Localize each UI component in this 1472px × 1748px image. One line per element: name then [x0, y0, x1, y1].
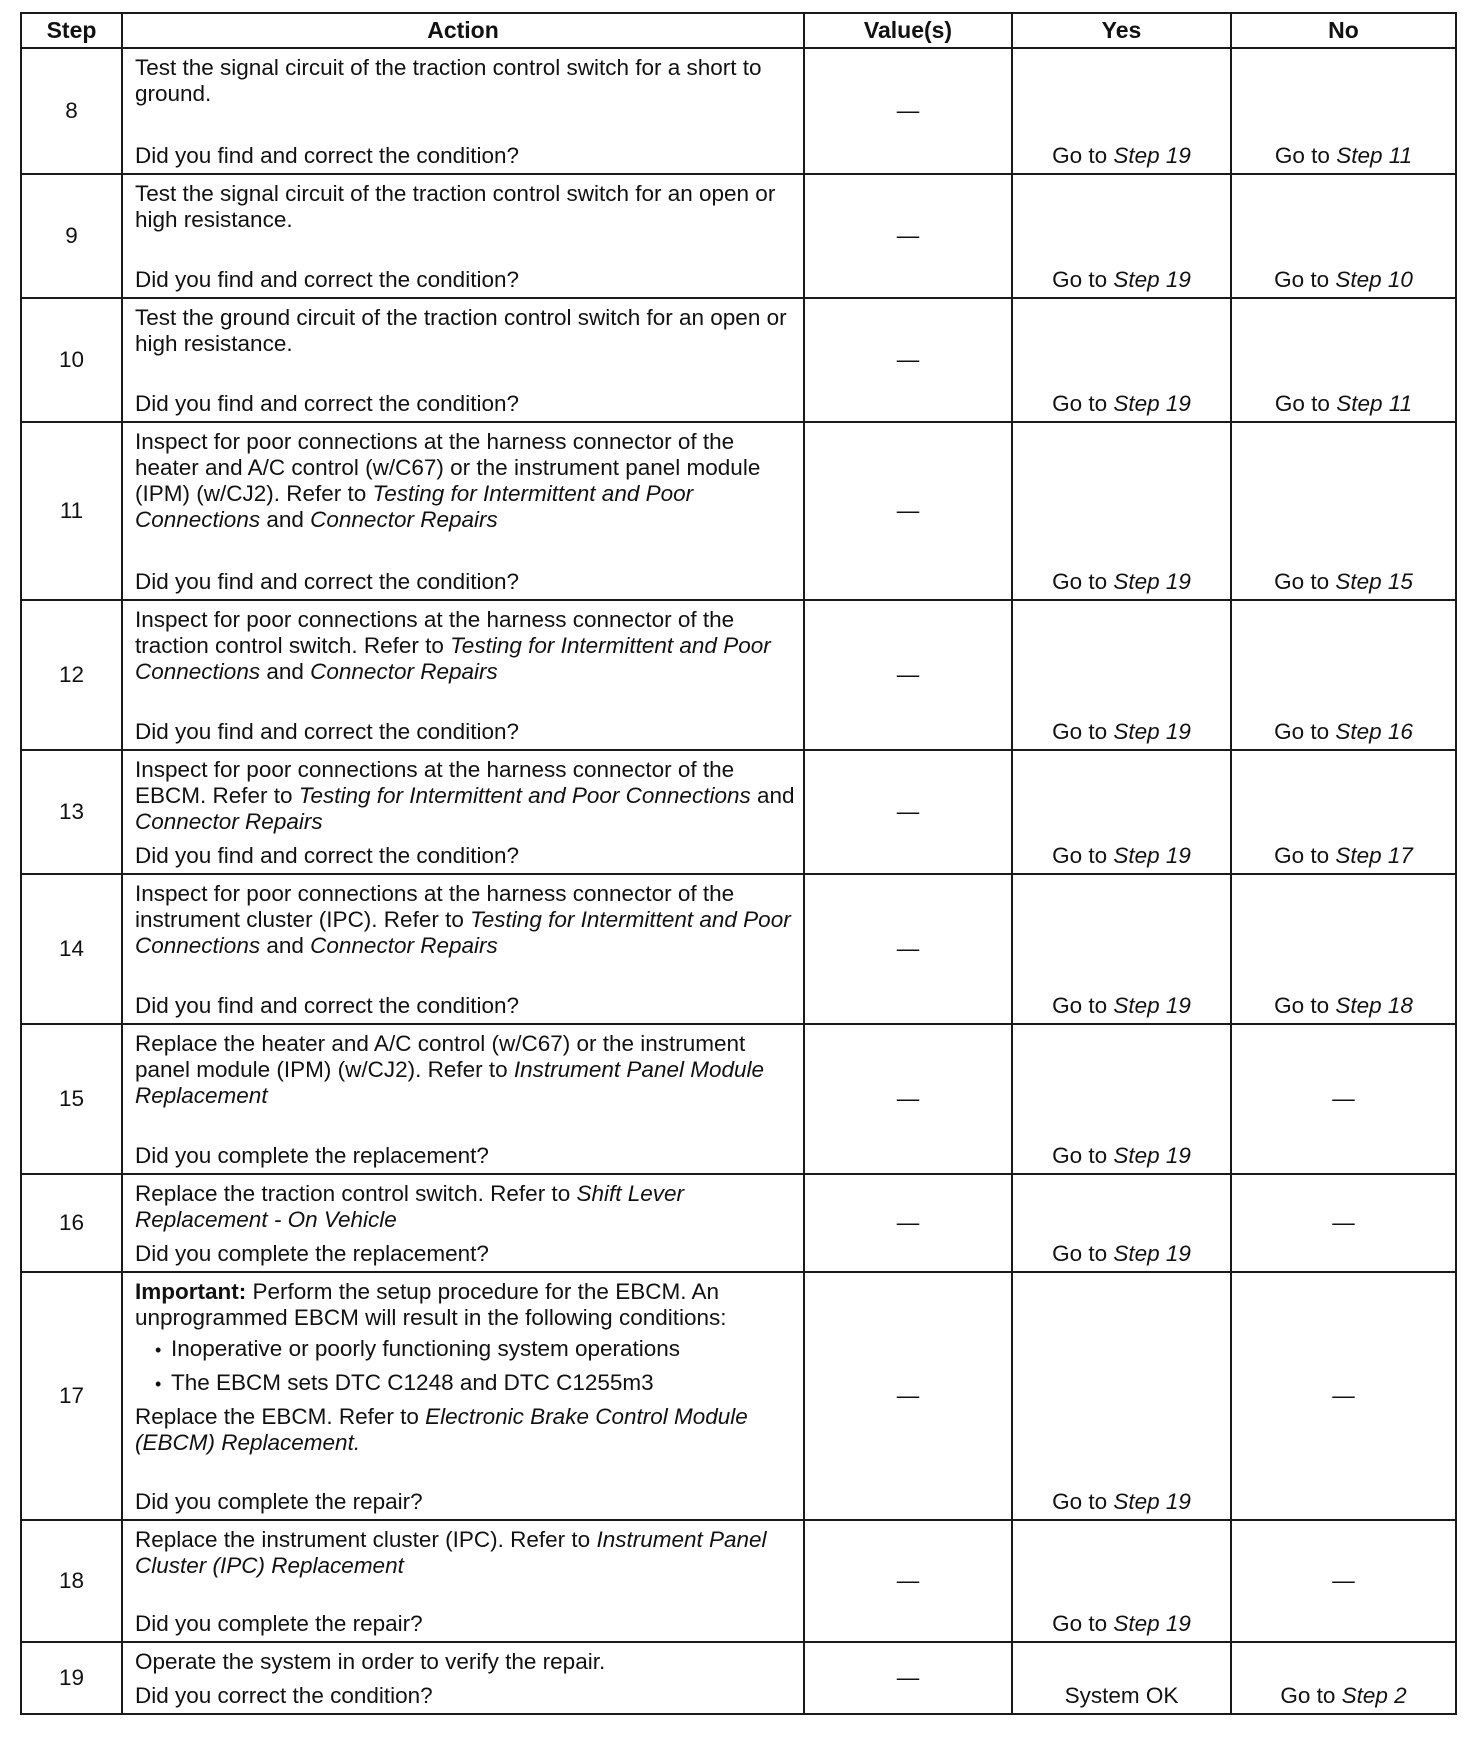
action-cell [122, 750, 804, 874]
yes-cell: Go to Step 19 [1012, 298, 1231, 422]
header-values: Value(s) [804, 13, 1012, 48]
table-row [21, 1272, 1456, 1520]
action-text: Test the ground circuit of the traction control switch for an open or high resistance. [135, 305, 787, 356]
no-cell: Go to Step 17 [1231, 750, 1456, 874]
action-cell [122, 1174, 804, 1272]
step-number: 16 [21, 1174, 122, 1272]
table-row [21, 422, 1456, 600]
step-number: 8 [21, 48, 122, 174]
yes-cell: Go to Step 19 [1012, 422, 1231, 600]
action-question: Did you find and correct the condition? [135, 569, 519, 594]
value-cell: — [804, 750, 1012, 874]
list-item: • Inoperative or poorly functioning system operations [155, 1336, 795, 1363]
yes-step-ref: Step 19 [1113, 569, 1191, 594]
action-cell [122, 600, 804, 750]
no-cell: — [1231, 1520, 1456, 1642]
yes-step-ref: Step 19 [1113, 993, 1191, 1018]
table-row [21, 600, 1456, 750]
action-question: Did you complete the repair? [135, 1489, 423, 1514]
no-step-ref: Step 15 [1335, 569, 1413, 594]
step-number: 12 [21, 600, 122, 750]
action-text: Operate the system in order to verify the repair. [135, 1649, 606, 1674]
action-cell [122, 48, 804, 174]
table-row [21, 1024, 1456, 1174]
action-text: Replace the instrument cluster (IPC). Refer to Instrument Panel Cluster (IPC) Replacement [135, 1527, 767, 1578]
action-question: Did you correct the condition? [135, 1683, 433, 1708]
no-cell: — [1231, 1174, 1456, 1272]
table-row [21, 1174, 1456, 1272]
action-cell [122, 1024, 804, 1174]
action-text: Important: Perform the setup procedure for the EBCM. An unprogrammed EBCM will result in the following conditions: • Inoperative or poorly functioning system operations • The EBCM sets DTC C1248 and DTC C1255m3 Replace the EBCM. Refer to Electronic Brake Control Module (EBCM) Replacement. [135, 1279, 795, 1456]
no-step-ref: Step 11 [1336, 143, 1413, 168]
action-question: Did you find and correct the condition? [135, 993, 519, 1018]
step-number: 9 [21, 174, 122, 298]
no-cell: Go to Step 2 [1231, 1642, 1456, 1714]
action-cell [122, 174, 804, 298]
yes-step-ref: Step 19 [1113, 843, 1191, 868]
yes-step-ref: Step 19 [1113, 1241, 1191, 1266]
value-cell: — [804, 48, 1012, 174]
table-row [21, 48, 1456, 174]
action-question: Did you find and correct the condition? [135, 143, 519, 168]
yes-cell: Go to Step 19 [1012, 1174, 1231, 1272]
yes-cell: Go to Step 19 [1012, 1520, 1231, 1642]
yes-cell: Go to Step 19 [1012, 874, 1231, 1024]
action-cell [122, 298, 804, 422]
action-text: Replace the traction control switch. Refer to Shift Lever Replacement - On Vehicle [135, 1181, 685, 1232]
action-question: Did you find and correct the condition? [135, 391, 519, 416]
yes-cell: Go to Step 19 [1012, 48, 1231, 174]
value-cell: — [804, 422, 1012, 600]
table-row [21, 298, 1456, 422]
important-label: Important: [135, 1279, 247, 1304]
reference-link[interactable]: Testing for Intermittent and Poor Connections [298, 783, 751, 808]
no-cell: Go to Step 15 [1231, 422, 1456, 600]
reference-link[interactable]: Electronic Brake Control Module (EBCM) Replacement. [135, 1404, 748, 1455]
yes-cell: Go to Step 19 [1012, 174, 1231, 298]
reference-link[interactable]: Testing for Intermittent and Poor Connections [135, 633, 771, 684]
action-question: Did you complete the replacement? [135, 1241, 489, 1266]
table-row [21, 174, 1456, 298]
yes-step-ref: Step 19 [1113, 391, 1191, 416]
table-row [21, 874, 1456, 1024]
diagnostic-table-page [20, 12, 1455, 1715]
action-text: Test the signal circuit of the traction control switch for a short to ground. [135, 55, 762, 106]
value-cell: — [804, 874, 1012, 1024]
yes-cell: Go to Step 19 [1012, 1024, 1231, 1174]
table-row [21, 750, 1456, 874]
no-step-ref: Step 16 [1335, 719, 1413, 744]
step-number: 15 [21, 1024, 122, 1174]
action-question: Did you complete the repair? [135, 1611, 423, 1636]
value-cell: — [804, 1520, 1012, 1642]
step-number: 17 [21, 1272, 122, 1520]
no-step-ref: Step 10 [1335, 267, 1413, 292]
action-cell [122, 1272, 804, 1520]
no-cell: Go to Step 11 [1231, 298, 1456, 422]
value-cell: — [804, 600, 1012, 750]
action-question: Did you find and correct the condition? [135, 267, 519, 292]
condition-list [135, 1336, 795, 1397]
value-cell: — [804, 174, 1012, 298]
list-item: • The EBCM sets DTC C1248 and DTC C1255m3 [155, 1370, 795, 1397]
step-number: 11 [21, 422, 122, 600]
yes-step-ref: Step 19 [1113, 1489, 1191, 1514]
yes-cell: System OK [1012, 1642, 1231, 1714]
step-number: 13 [21, 750, 122, 874]
yes-cell: Go to Step 19 [1012, 1272, 1231, 1520]
value-cell: — [804, 1642, 1012, 1714]
value-cell: — [804, 1174, 1012, 1272]
reference-link[interactable]: Connector Repairs [310, 933, 498, 958]
reference-link[interactable]: Connector Repairs [310, 659, 498, 684]
no-cell: Go to Step 11 [1231, 48, 1456, 174]
reference-link[interactable]: Connector Repairs [310, 507, 498, 532]
step-number: 18 [21, 1520, 122, 1642]
header-action: Action [122, 13, 804, 48]
table-row [21, 1642, 1456, 1714]
yes-cell: Go to Step 19 [1012, 750, 1231, 874]
no-step-ref: Step 17 [1335, 843, 1413, 868]
no-cell: — [1231, 1272, 1456, 1520]
action-question: Did you complete the replacement? [135, 1143, 489, 1168]
action-text: Inspect for poor connections at the harness connector of the EBCM. Refer to Testing for Intermittent and Poor Connections and Connector Repairs [135, 757, 795, 834]
step-number: 19 [21, 1642, 122, 1714]
header-step: Step [21, 13, 122, 48]
reference-link[interactable]: Shift Lever Replacement - On Vehicle [135, 1181, 685, 1232]
no-cell: Go to Step 18 [1231, 874, 1456, 1024]
action-cell [122, 422, 804, 600]
reference-link[interactable]: Testing for Intermittent and Poor Connections [135, 481, 694, 532]
header-no: No [1231, 13, 1456, 48]
action-text: Replace the heater and A/C control (w/C67) or the instrument panel module (IPM) (w/CJ2). Refer to Instrument Panel Module Replacement [135, 1031, 765, 1108]
header-yes: Yes [1012, 13, 1231, 48]
action-question: Did you find and correct the condition? [135, 843, 519, 868]
reference-link[interactable]: Testing for Intermittent and Poor Connections [135, 907, 791, 958]
table-row [21, 1520, 1456, 1642]
reference-link[interactable]: Instrument Panel Module Replacement [135, 1057, 765, 1108]
diagnostic-steps-table [20, 12, 1457, 1715]
yes-step-ref: Step 19 [1113, 267, 1191, 292]
action-text: Test the signal circuit of the traction control switch for an open or high resistance. [135, 181, 776, 232]
action-cell [122, 874, 804, 1024]
value-cell: — [804, 1272, 1012, 1520]
action-text: Inspect for poor connections at the harness connector of the traction control switch. Refer to Testing for Intermittent and Poor Connections and Connector Repairs [135, 607, 771, 684]
yes-step-ref: Step 19 [1113, 719, 1191, 744]
header-row [21, 13, 1456, 48]
action-cell [122, 1520, 804, 1642]
yes-step-ref: Step 19 [1113, 1611, 1191, 1636]
action-cell [122, 1642, 804, 1714]
no-cell: Go to Step 10 [1231, 174, 1456, 298]
step-number: 10 [21, 298, 122, 422]
yes-cell: Go to Step 19 [1012, 600, 1231, 750]
action-text: Inspect for poor connections at the harness connector of the instrument cluster (IPC). Refer to Testing for Intermittent and Poor Connections and Connector Repairs [135, 881, 791, 958]
action-question: Did you find and correct the condition? [135, 719, 519, 744]
important-note: Important: Perform the setup procedure for the EBCM. An unprogrammed EBCM will result in the following conditions: [135, 1279, 727, 1330]
no-cell: — [1231, 1024, 1456, 1174]
no-cell: Go to Step 16 [1231, 600, 1456, 750]
reference-link[interactable]: Connector Repairs [135, 809, 323, 834]
yes-step-ref: Step 19 [1113, 1143, 1191, 1168]
no-step-ref: Step 2 [1341, 1683, 1407, 1708]
action-text: Inspect for poor connections at the harness connector of the heater and A/C control (w/C67) or the instrument panel module (IPM) (w/CJ2). Refer to Testing for Intermittent and Poor Connections and Connector Repairs [135, 429, 761, 532]
step-number: 14 [21, 874, 122, 1024]
value-cell: — [804, 1024, 1012, 1174]
yes-step-ref: Step 19 [1113, 143, 1191, 168]
no-step-ref: Step 11 [1336, 391, 1413, 416]
reference-link[interactable]: Instrument Panel Cluster (IPC) Replacement [135, 1527, 767, 1578]
no-step-ref: Step 18 [1335, 993, 1413, 1018]
value-cell: — [804, 298, 1012, 422]
